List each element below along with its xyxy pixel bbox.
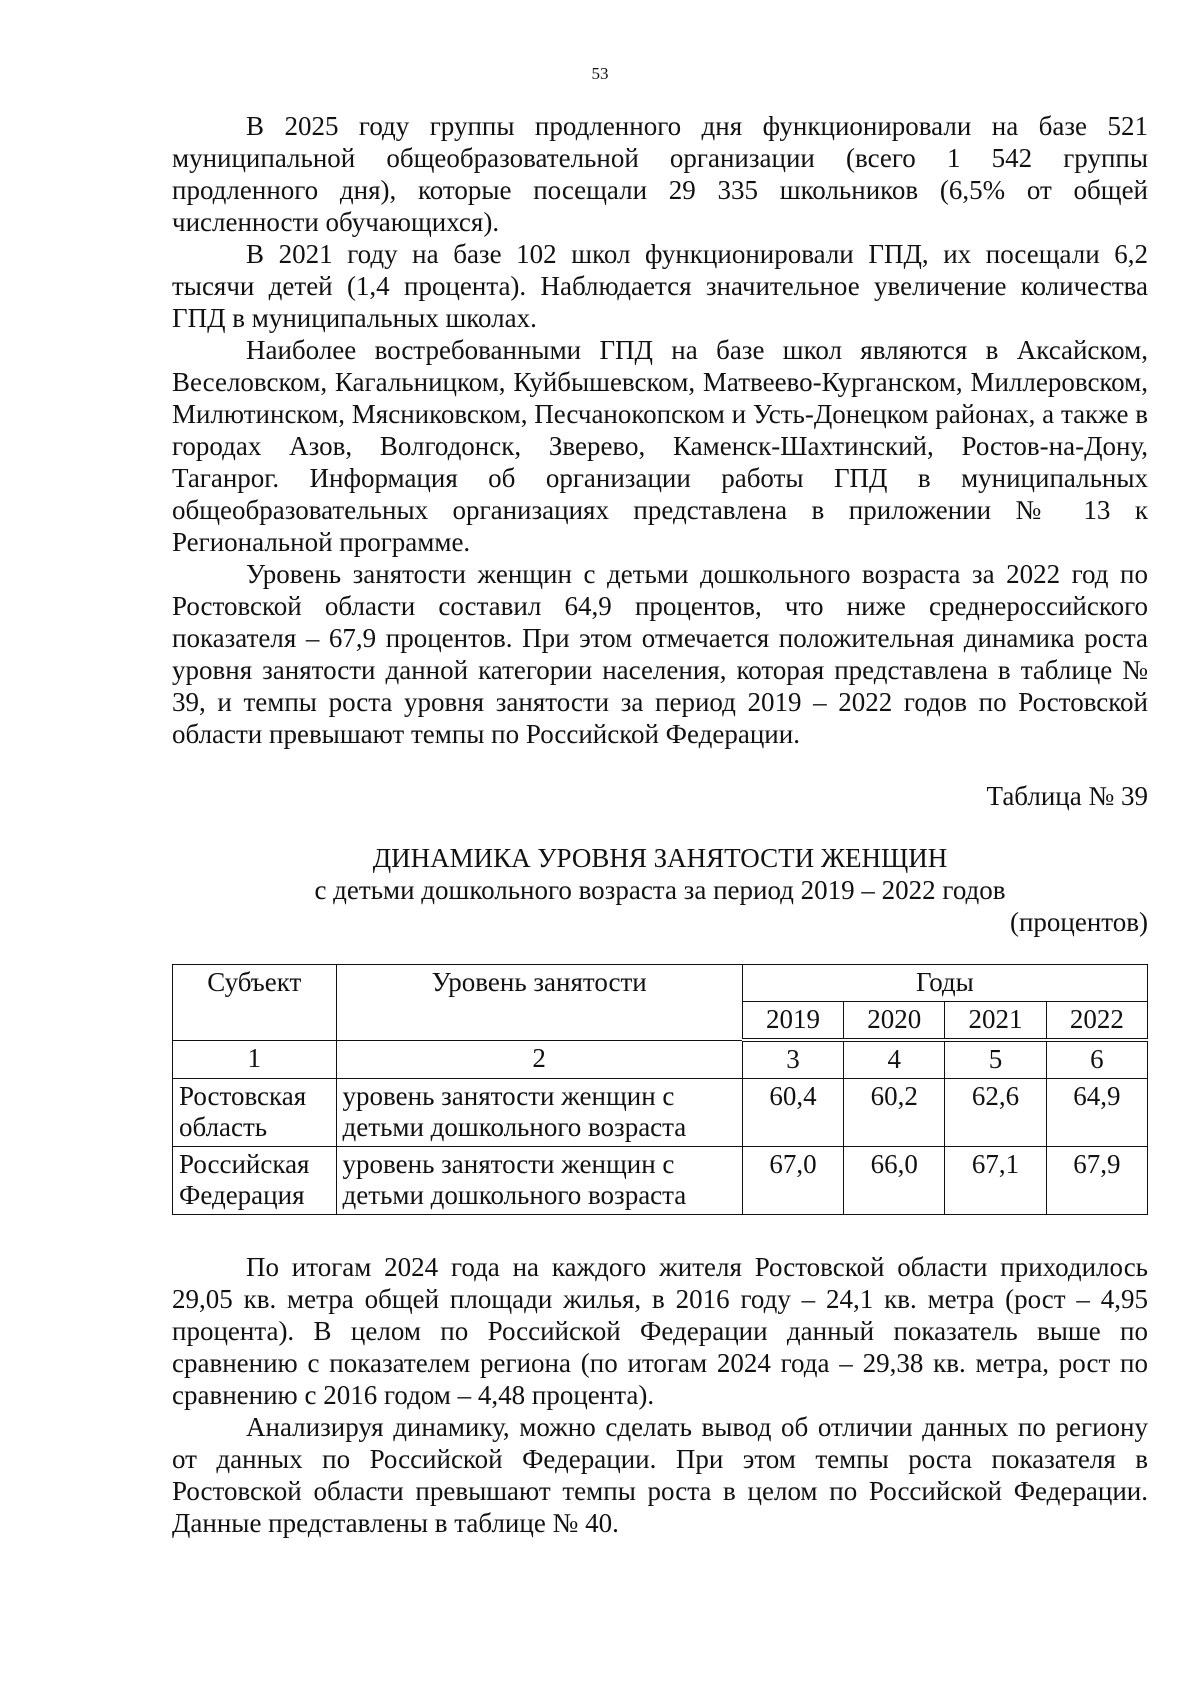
column-number: 1 [173,1040,337,1079]
column-number: 2 [336,1040,742,1079]
document-body [172,110,1148,1539]
table-row [173,1147,1148,1215]
paragraph-housing: По итогам 2024 года на каждого жителя Ростовской области приходилось 29,05 кв. метра общей площади жилья, в 2016 году – 24,1 кв. метра (рост – 4,95 процента). В целом по Российской Федерации данный показатель выше по сравнению с показателем региона (по итогам 2024 года – 29,38 кв. метра, рост по сравнению с 2016 годом – 4,48 процента). [172,1252,1148,1410]
row-value: 67,1 [945,1147,1046,1215]
row-level: уровень занятости женщин с детьми дошкольного возраста [336,1147,742,1215]
header-year: 2019 [742,1002,843,1041]
column-number: 3 [742,1040,843,1079]
paragraph-dynamics: Анализируя динамику, можно сделать вывод об отличии данных по региону от данных по Российской Федерации. При этом темпы роста показателя в Ростовской области превышают темпы роста в целом по Российской Федерации. Данные представлены в таблице № 40. [172,1412,1148,1538]
column-number: 4 [844,1040,945,1079]
header-year: 2022 [1046,1002,1147,1041]
table-subtitle: с детьми дошкольного возраста за период 2019 – 2022 годов [314,875,1006,905]
row-value: 60,4 [742,1079,843,1147]
row-value: 64,9 [1046,1079,1147,1147]
paragraph-gpd-2021: В 2021 году на базе 102 школ функционировали ГПД, их посещали 6,2 тысячи детей (1,4 процента). Наблюдается значительное увеличение количества ГПД в муниципальных школах. [172,239,1148,333]
paragraph-gpd-districts: Наиболее востребованными ГПД на базе школ являются в Аксайском, Веселовском, Кагальницком, Куйбышевском, Матвеево-Курганском, Миллеровском, Милютинском, Мясниковском, Песчанокопском и Усть-Донецком районах, а также в городах Азов, Волгодонск, Зверево, Каменск-Шахтинский, Ростов-на-Дону, Таганрог. Информация об организации работы ГПД в муниципальных общеобразовательных организациях представлена в приложении № 13 к Региональной программе. [172,335,1148,557]
header-year: 2021 [945,1002,1046,1041]
header-years: Годы [742,965,1147,1002]
table-title: ДИНАМИКА УРОВНЯ ЗАНЯТОСТИ ЖЕНЩИН [372,843,948,873]
paragraph-gpd-2025: В 2025 году группы продленного дня функционировали на базе 521 муниципальной общеобразовательной организации (всего 1 542 группы продленного дня), которые посещали 29 335 школьников (6,5% от общей численности обучающихся). [172,111,1148,237]
table-units: (процентов) [1009,907,1148,937]
header-level: Уровень занятости [336,965,742,1041]
employment-table [172,964,1148,1215]
table-label: Таблица № 39 [986,781,1148,811]
row-value: 66,0 [844,1147,945,1215]
table-row [173,1079,1148,1147]
column-number: 6 [1046,1040,1147,1079]
header-subject: Субъект [173,965,337,1041]
after-table-section [172,1251,1148,1539]
table-column-numbers-row [173,1040,1148,1079]
table-header-row [173,965,1148,1002]
row-value: 67,0 [742,1147,843,1215]
paragraph-employment-women: Уровень занятости женщин с детьми дошкольного возраста за 2022 год по Ростовской области составил 64,9 процентов, что ниже среднероссийского показателя – 67,9 процентов. При этом отмечается положительная динамика роста уровня занятости данной категории населения, которая представлена в таблице № 39, и темпы роста уровня занятости за период 2019 – 2022 годов по Ростовской области превышают темпы по Российской Федерации. [172,559,1148,749]
row-subject: Ростовская область [173,1079,337,1147]
column-number: 5 [945,1040,1046,1079]
row-subject: Российская Федерация [173,1147,337,1215]
row-level: уровень занятости женщин с детьми дошкольного возраста [336,1079,742,1147]
row-value: 60,2 [844,1079,945,1147]
row-value: 67,9 [1046,1147,1147,1215]
page-number: 53 [591,64,609,83]
header-year: 2020 [844,1002,945,1041]
row-value: 62,6 [945,1079,1046,1147]
